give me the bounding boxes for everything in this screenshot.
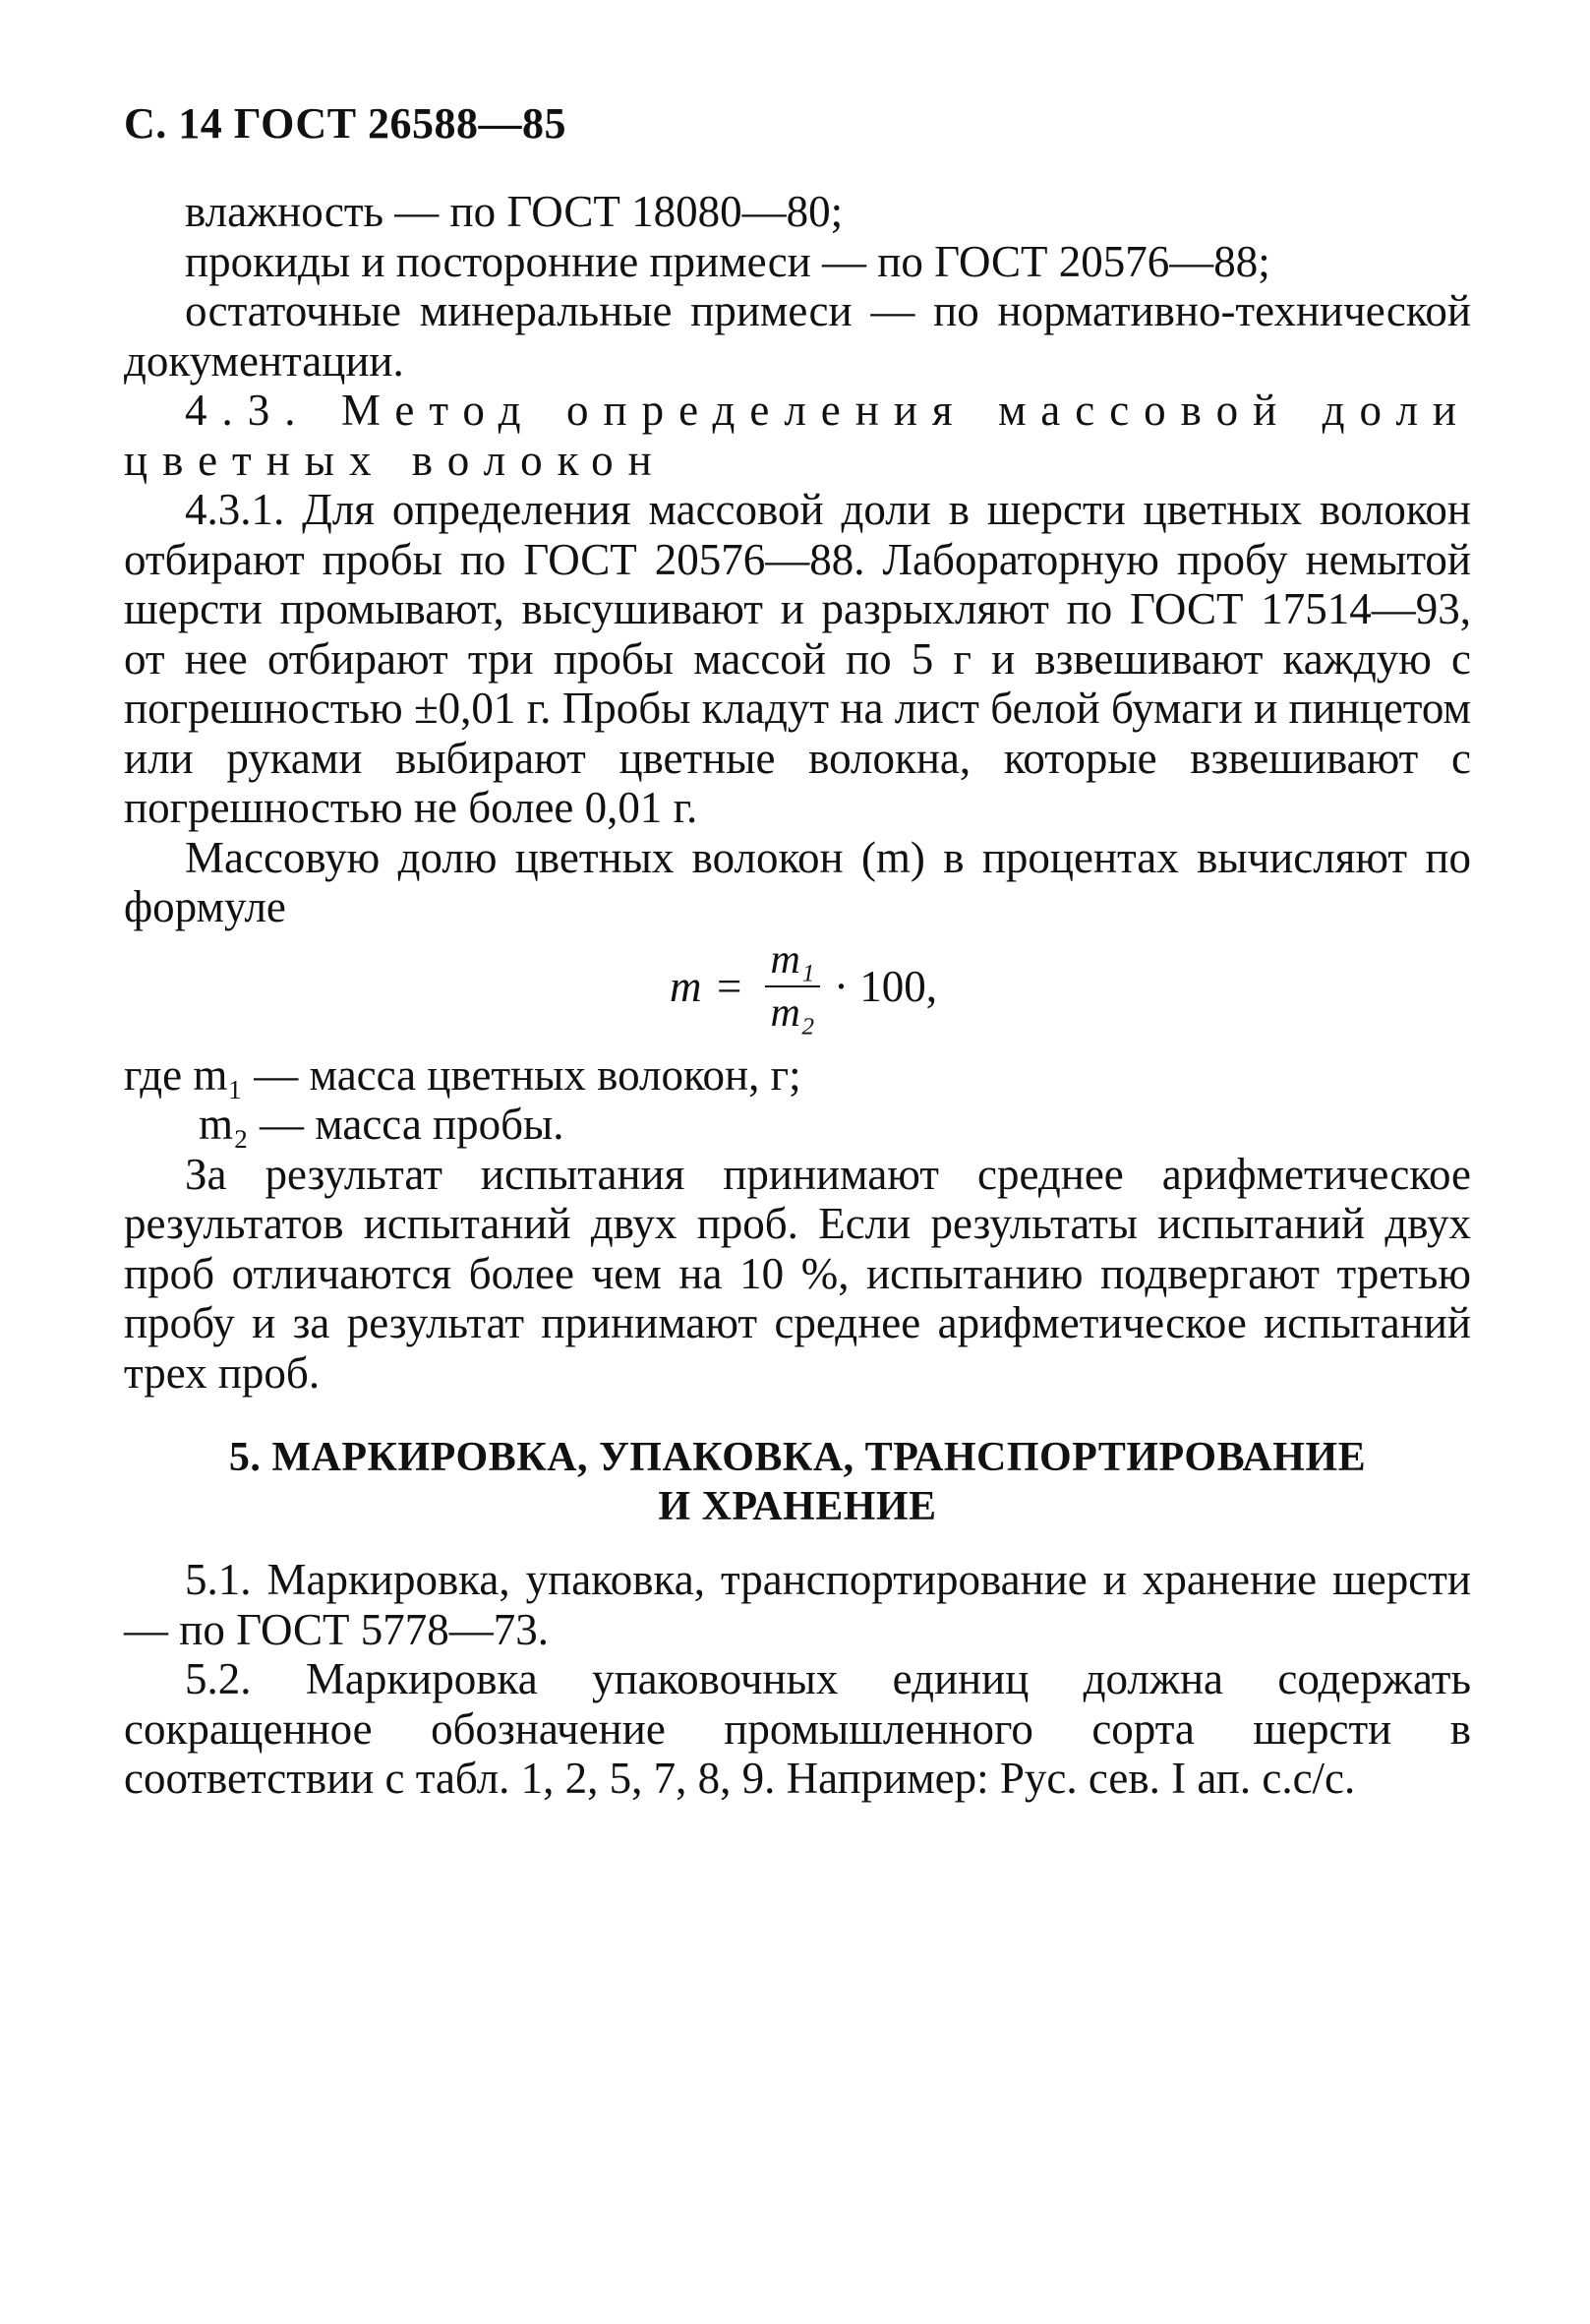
- section-5-title-line-1: 5. МАРКИРОВКА, УПАКОВКА, ТРАНСПОРТИРОВАНИЕ: [228, 1435, 1367, 1480]
- section-5-title: [124, 1433, 1471, 1531]
- formula-rhs: · 100,: [834, 961, 937, 1011]
- legend-m1: где m₁ — масса цветных волокон, г;: [124, 1049, 801, 1100]
- paragraph-4-3-1: 4.3.1. Для определения массовой доли в шерсти цветных волокон отбирают пробы по ГОСТ 20576—88. Лабораторную пробу немытой шерсти промывают, высушивают и разрыхляют по ГОСТ 17514—93, от нее отбирают три пробы массой по 5 г и взвешивают каждую с погрешностью ±0,01 г. Пробы кладут на лист белой бумаги и пинцетом или руками выбирают цветные волокна, которые взвешивают с погрешностью не более 0,01 г.: [124, 485, 1471, 832]
- paragraph-moisture: влажность — по ГОСТ 18080—80;: [185, 187, 844, 236]
- section-5-title-line-2: И ХРАНЕНИЕ: [658, 1484, 937, 1529]
- paragraph-5-1: 5.1. Маркировка, упаковка, транспортирование и хранение шерсти — по ГОСТ 5778—73.: [124, 1555, 1471, 1654]
- paragraph-impurities: прокиды и посторонние примеси — по ГОСТ 20576—88;: [185, 236, 1270, 286]
- document-body: [124, 187, 1471, 1804]
- formula-lhs: m: [670, 961, 702, 1011]
- paragraph-formula-intro: Массовую долю цветных волокон (m) в процентах вычисляют по формуле: [124, 832, 1471, 931]
- formula-fraction: [761, 938, 824, 1035]
- paragraph-5-2: 5.2. Маркировка упаковочных единиц должна содержать сокращенное обозначение промышленного сорта шерсти в соответствии с табл. 1, 2, 5, 7, 8, 9. Например: Рус. сев. I ап. с.с/с.: [124, 1654, 1471, 1803]
- paragraph-mineral-impurities: остаточные минеральные примеси — по нормативно-технической документации.: [124, 286, 1471, 386]
- formula-equals: =: [717, 961, 742, 1011]
- subsection-heading-4-3: 4.3. Метод определения массовой доли цветных волокон: [124, 386, 1471, 485]
- fraction-bar: [765, 985, 820, 987]
- paragraph-result: За результат испытания принимают среднее арифметическое результатов испытаний двух проб. Если результаты испытаний двух проб отличаются более чем на 10 %, испытанию подвергают третью пробу и за результат принимают среднее арифметическое испытаний трех проб.: [124, 1149, 1471, 1398]
- formula-numerator: m₁: [770, 936, 815, 983]
- running-header: С. 14 ГОСТ 26588—85: [124, 99, 567, 148]
- formula-denominator: m₂: [770, 989, 815, 1036]
- formula-mass-fraction: [124, 938, 1471, 1050]
- legend-m2: m₂ — масса пробы.: [199, 1100, 564, 1149]
